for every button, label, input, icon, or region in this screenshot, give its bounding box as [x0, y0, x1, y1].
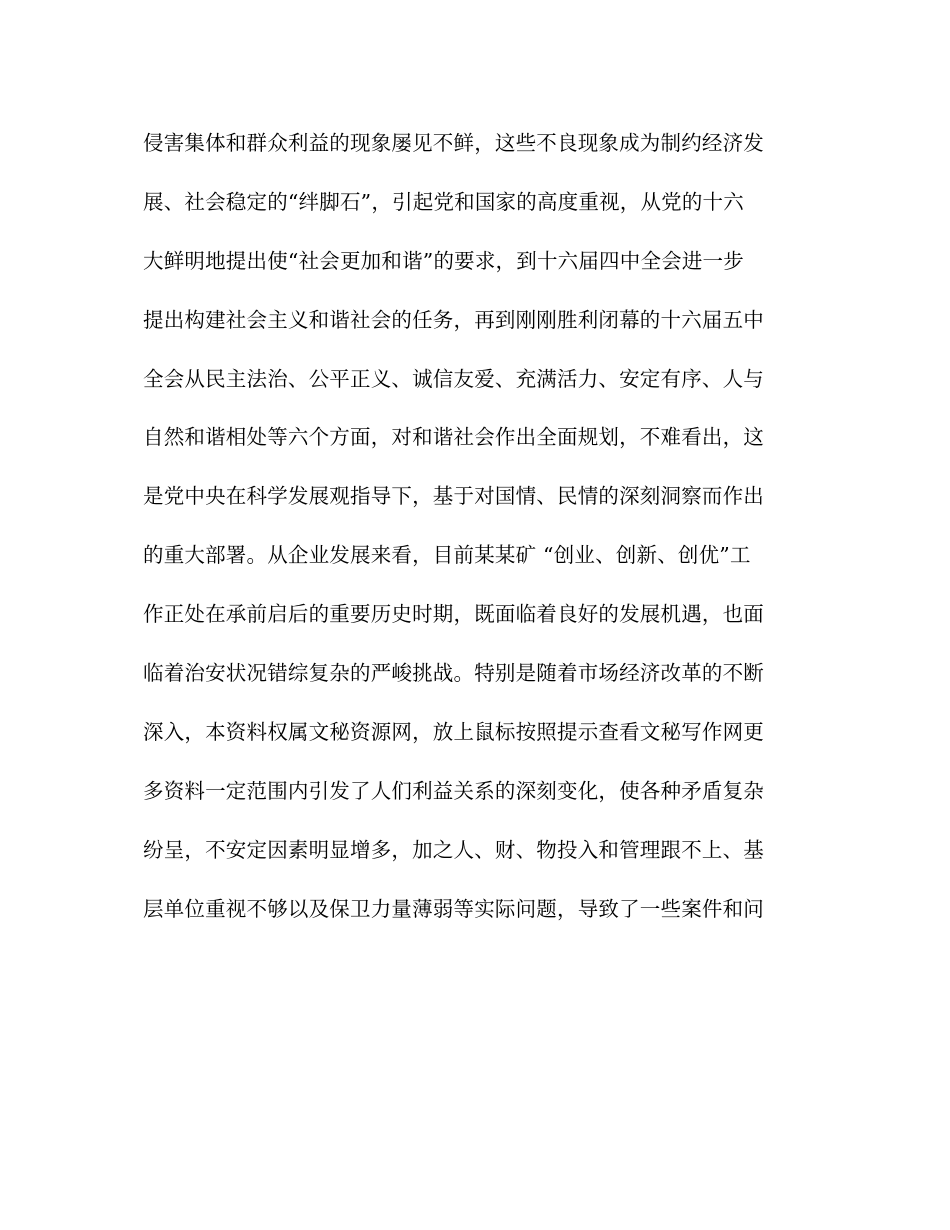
text-line: 是党中央在科学发展观指导下，基于对国情、民情的深刻洞察而作出 [143, 484, 764, 509]
text-line: 多资料一定范围内引发了人们利益关系的深刻变化，使各种矛盾复杂 [143, 778, 764, 803]
text-line: 自然和谐相处等六个方面，对和谐社会作出全面规划，不难看出，这 [143, 425, 764, 450]
text-line: 展、社会稳定的“绊脚石”，引起党和国家的高度重视，从党的十六 [143, 189, 744, 214]
text-line: 作正处在承前启后的重要历史时期，既面临着良好的发展机遇，也面 [143, 602, 764, 627]
text-line: 临着治安状况错综复杂的严峻挑战。特别是随着市场经济改革的不断 [143, 661, 764, 686]
text-line: 层单位重视不够以及保卫力量薄弱等实际问题，导致了一些案件和问 [143, 896, 764, 921]
text-line: 提出构建社会主义和谐社会的任务，再到刚刚胜利闭幕的十六届五中 [143, 307, 764, 332]
text-line: 纷呈，不安定因素明显增多，加之人、财、物投入和管理跟不上、基 [143, 837, 764, 862]
text-line: 大鲜明地提出使“社会更加和谐”的要求，到十六届四中全会进一步 [143, 248, 744, 273]
body-text [143, 123, 823, 947]
text-line: 深入，本资料权属文秘资源网，放上鼠标按照提示查看文秘写作网更 [143, 719, 764, 744]
text-line: 侵害集体和群众利益的现象屡见不鲜，这些不良现象成为制约经济发 [143, 131, 764, 155]
text-line: 的重大部署。从企业发展来看，目前某某矿 “创业、创新、创优”工 [143, 543, 751, 568]
text-line: 全会从民主法治、公平正义、诚信友爱、充满活力、安定有序、人与 [143, 366, 764, 391]
